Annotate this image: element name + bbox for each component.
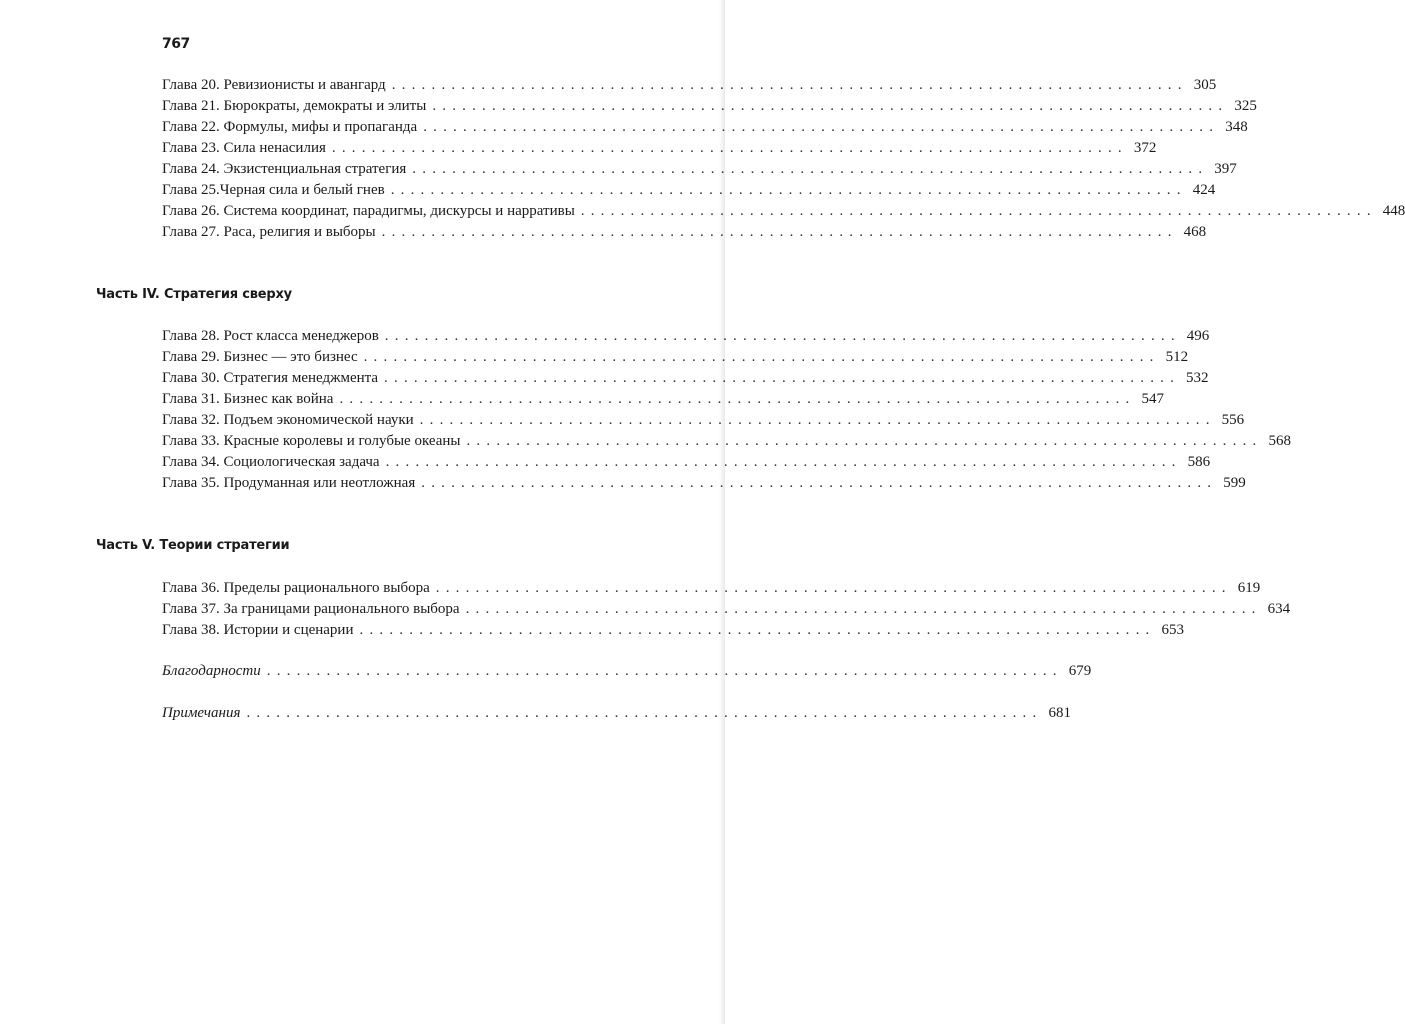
toc-dot-leader: ................................................................................: [384, 328, 1181, 344]
toc-entry-page: 512: [1165, 349, 1189, 365]
toc-entry: [162, 159, 1237, 180]
toc-dot-leader: ................................................................................: [385, 454, 1182, 470]
toc-entry-title: Глава 24. Экзистенциальная стратегия: [162, 161, 407, 177]
toc-dot-leader: ................................................................................: [580, 203, 1377, 219]
toc-dot-leader: ................................................................................: [390, 182, 1187, 198]
toc-dot-leader: ................................................................................: [432, 98, 1229, 114]
toc-dot-leader: ................................................................................: [423, 119, 1220, 135]
toc-dot-leader: ................................................................................: [391, 77, 1188, 93]
toc-entry-page: 305: [1193, 77, 1217, 93]
toc-entry: [162, 661, 1092, 682]
toc-entry-title: Глава 28. Рост класса менеджеров: [162, 328, 379, 344]
toc-entry: [162, 368, 1209, 389]
toc-entry-page: 634: [1267, 601, 1291, 617]
toc-entry-page: 424: [1192, 182, 1216, 198]
toc-entry-page: 397: [1214, 161, 1237, 177]
part-heading-4: Часть IV. Стратегия сверху: [96, 287, 292, 302]
toc-entry-title: Глава 31. Бизнес как война: [162, 391, 334, 407]
toc-dot-leader: ................................................................................: [466, 433, 1263, 449]
toc-entry: [162, 222, 1207, 243]
toc-entry: [162, 473, 1246, 494]
toc-entry: [162, 389, 1164, 410]
part-heading-5: Часть V. Теории стратегии: [96, 538, 290, 553]
toc-entry-page: 619: [1237, 580, 1261, 596]
toc-entry-page: 681: [1048, 705, 1071, 721]
toc-dot-leader: ................................................................................: [412, 161, 1209, 177]
toc-entry-page: 325: [1234, 98, 1257, 114]
toc-entry-title: Благодарности: [162, 663, 261, 679]
toc-acknowledgements: [162, 661, 1092, 682]
toc-entry-title: Глава 20. Ревизионисты и авангард: [162, 77, 386, 93]
toc-entry-page: 372: [1133, 140, 1157, 156]
toc-entry-page: 653: [1161, 622, 1184, 638]
toc-entry: [162, 138, 1157, 159]
toc-entry-title: Глава 35. Продуманная или неотложная: [162, 475, 416, 491]
toc-entry-title: Глава 26. Система координат, парадигмы, дискурсы и нарративы: [162, 203, 575, 219]
toc-entry-title: Глава 27. Раса, религия и выборы: [162, 224, 376, 240]
toc-dot-leader: ................................................................................: [363, 349, 1160, 365]
toc-entry: [162, 75, 1217, 96]
toc-entry-title: Глава 33. Красные королевы и голубые океаны: [162, 433, 461, 449]
toc-entry: [162, 578, 1261, 599]
toc-dot-leader: ................................................................................: [246, 705, 1043, 721]
toc-entry: [162, 703, 1071, 724]
toc-entry-page: 496: [1186, 328, 1210, 344]
toc-entry-title: Глава 23. Сила ненасилия: [162, 140, 326, 156]
toc-entry-page: 532: [1186, 370, 1209, 386]
toc-dot-leader: ................................................................................: [266, 663, 1063, 679]
toc-entry-title: Глава 30. Стратегия менеджмента: [162, 370, 379, 386]
toc-entry-title: Глава 22. Формулы, мифы и пропаганда: [162, 119, 418, 135]
toc-dot-leader: ................................................................................: [359, 622, 1156, 638]
toc-entry: [162, 180, 1216, 201]
toc-entry-page: 348: [1225, 119, 1248, 135]
toc-entry: [162, 347, 1189, 368]
toc-entry-page: 679: [1068, 663, 1092, 679]
toc-entry: [162, 431, 1291, 452]
toc-entry-page: 568: [1268, 433, 1291, 449]
toc-dot-leader: ................................................................................: [435, 580, 1232, 596]
toc-entry: [162, 96, 1257, 117]
toc-entry: [162, 452, 1211, 473]
toc-entry: [162, 117, 1248, 138]
toc-entry-title: Глава 34. Социологическая задача: [162, 454, 380, 470]
toc-group-part5: [162, 578, 1291, 641]
toc-dot-leader: ................................................................................: [465, 601, 1262, 617]
toc-dot-leader: ................................................................................: [384, 370, 1181, 386]
toc-dot-leader: ................................................................................: [419, 412, 1216, 428]
toc-entry-title: Глава 37. За границами рационального выбора: [162, 601, 460, 617]
toc-entry-title: Глава 29. Бизнес — это бизнес: [162, 349, 358, 365]
toc-group-part4: [162, 326, 1291, 494]
toc-entry-title: Глава 21. Бюрократы, демократы и элиты: [162, 98, 427, 114]
toc-entry-title: Глава 32. Подъем экономической науки: [162, 412, 414, 428]
toc-dot-leader: ................................................................................: [421, 475, 1218, 491]
toc-entry-title: Примечания: [162, 705, 241, 721]
toc-entry-title: Глава 38. Истории и сценарии: [162, 622, 354, 638]
toc-dot-leader: ................................................................................: [339, 391, 1136, 407]
toc-entry: [162, 620, 1184, 641]
toc-entry: [162, 599, 1291, 620]
toc-entry-page: 468: [1183, 224, 1207, 240]
toc-entry-page: 599: [1223, 475, 1246, 491]
toc-entry: [162, 410, 1245, 431]
toc-entry: [162, 201, 1405, 222]
toc-group-part3-tail: [162, 75, 1405, 243]
toc-notes: [162, 703, 1071, 724]
toc-dot-leader: ................................................................................: [331, 140, 1128, 156]
toc-entry-page: 586: [1187, 454, 1211, 470]
toc-entry-title: Глава 36. Пределы рационального выбора: [162, 580, 430, 596]
toc-entry-page: 448: [1382, 203, 1405, 219]
toc-dot-leader: ................................................................................: [381, 224, 1178, 240]
toc-entry: [162, 326, 1210, 347]
toc-entry-page: 556: [1221, 412, 1245, 428]
toc-entry-title: Глава 25.Черная сила и белый гнев: [162, 182, 385, 198]
toc-entry-page: 547: [1141, 391, 1164, 407]
page-number: 767: [162, 36, 190, 52]
